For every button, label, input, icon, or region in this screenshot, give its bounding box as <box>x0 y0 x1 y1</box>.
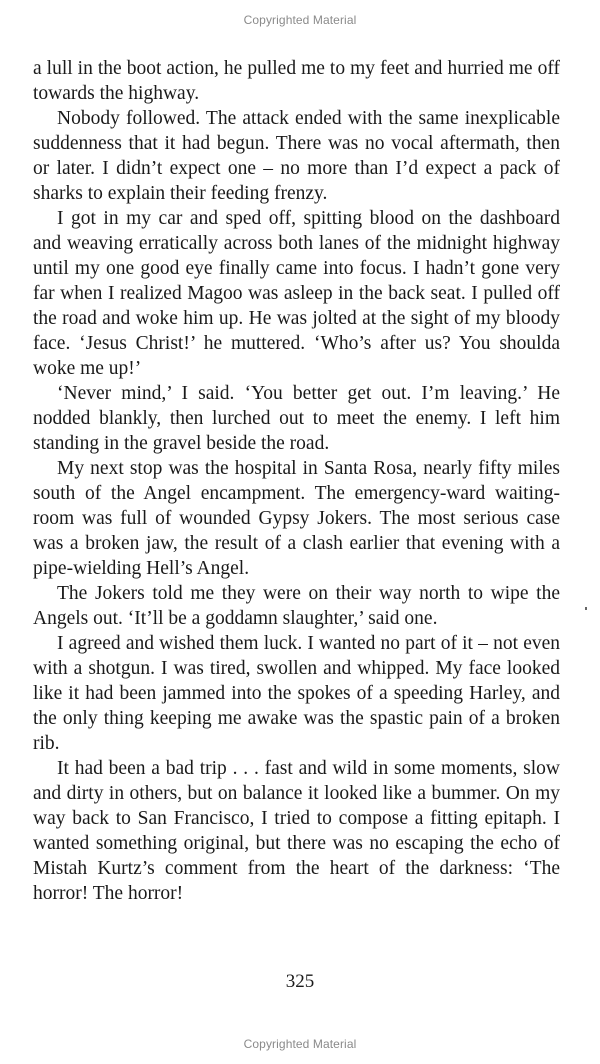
scan-speck <box>585 607 587 610</box>
paragraph: Nobody followed. The attack ended with the same inexplicable suddenness that it had begun. There was no vocal aftermath, then or later. I didn’t expect one – no more than I’d expect a pack of sharks to explain their feeding frenzy. <box>33 108 560 204</box>
paragraph: The Jokers told me they were on their way north to wipe the Angels out. ‘It’ll be a goddamn slaughter,’ said one. <box>33 583 560 629</box>
paragraph: My next stop was the hospital in Santa Rosa, nearly fifty miles south of the Angel encampment. The emergency-ward waiting-room was full of wounded Gypsy Jokers. The most serious case was a broken jaw, the result of a clash earlier that evening with a pipe-wielding Hell’s Angel. <box>33 458 560 579</box>
paragraph: I agreed and wished them luck. I wanted no part of it – not even with a shotgun. I was tired, swollen and whipped. My face looked like it had been jammed into the spokes of a speeding Harley, and the only thing keeping me awake was the spastic pain of a broken rib. <box>33 633 560 754</box>
copyright-watermark-top: Copyrighted Material <box>243 13 357 27</box>
paragraph: It had been a bad trip . . . fast and wild in some moments, slow and dirty in others, but on balance it looked like a bummer. On my way back to San Francisco, I tried to compose a fitting epitaph. I wanted something original, but there was no escaping the echo of Mistah Kurtz’s comment from the heart of the darkness: ‘The horror! The horror! <box>33 758 560 904</box>
paragraph: I got in my car and sped off, spitting blood on the dashboard and weaving erratically across both lanes of the midnight highway until my one good eye finally came into focus. I hadn’t gone very far when I realized Magoo was asleep in the back seat. I pulled off the road and woke him up. He was jolted at the sight of my bloody face. ‘Jesus Christ!’ he muttered. ‘Who’s after us? You shoulda woke me up!’ <box>33 208 560 379</box>
page-number: 325 <box>285 971 315 992</box>
paragraph: ‘Never mind,’ I said. ‘You better get out. I’m leaving.’ He nodded blankly, then lurched out to meet the enemy. I left him standing in the gravel beside the road. <box>33 383 560 454</box>
copyright-watermark-bottom: Copyrighted Material <box>243 1037 357 1051</box>
paragraph-continued: a lull in the boot action, he pulled me to my feet and hurried me off towards the highway. <box>33 58 560 104</box>
body-text <box>33 56 560 906</box>
